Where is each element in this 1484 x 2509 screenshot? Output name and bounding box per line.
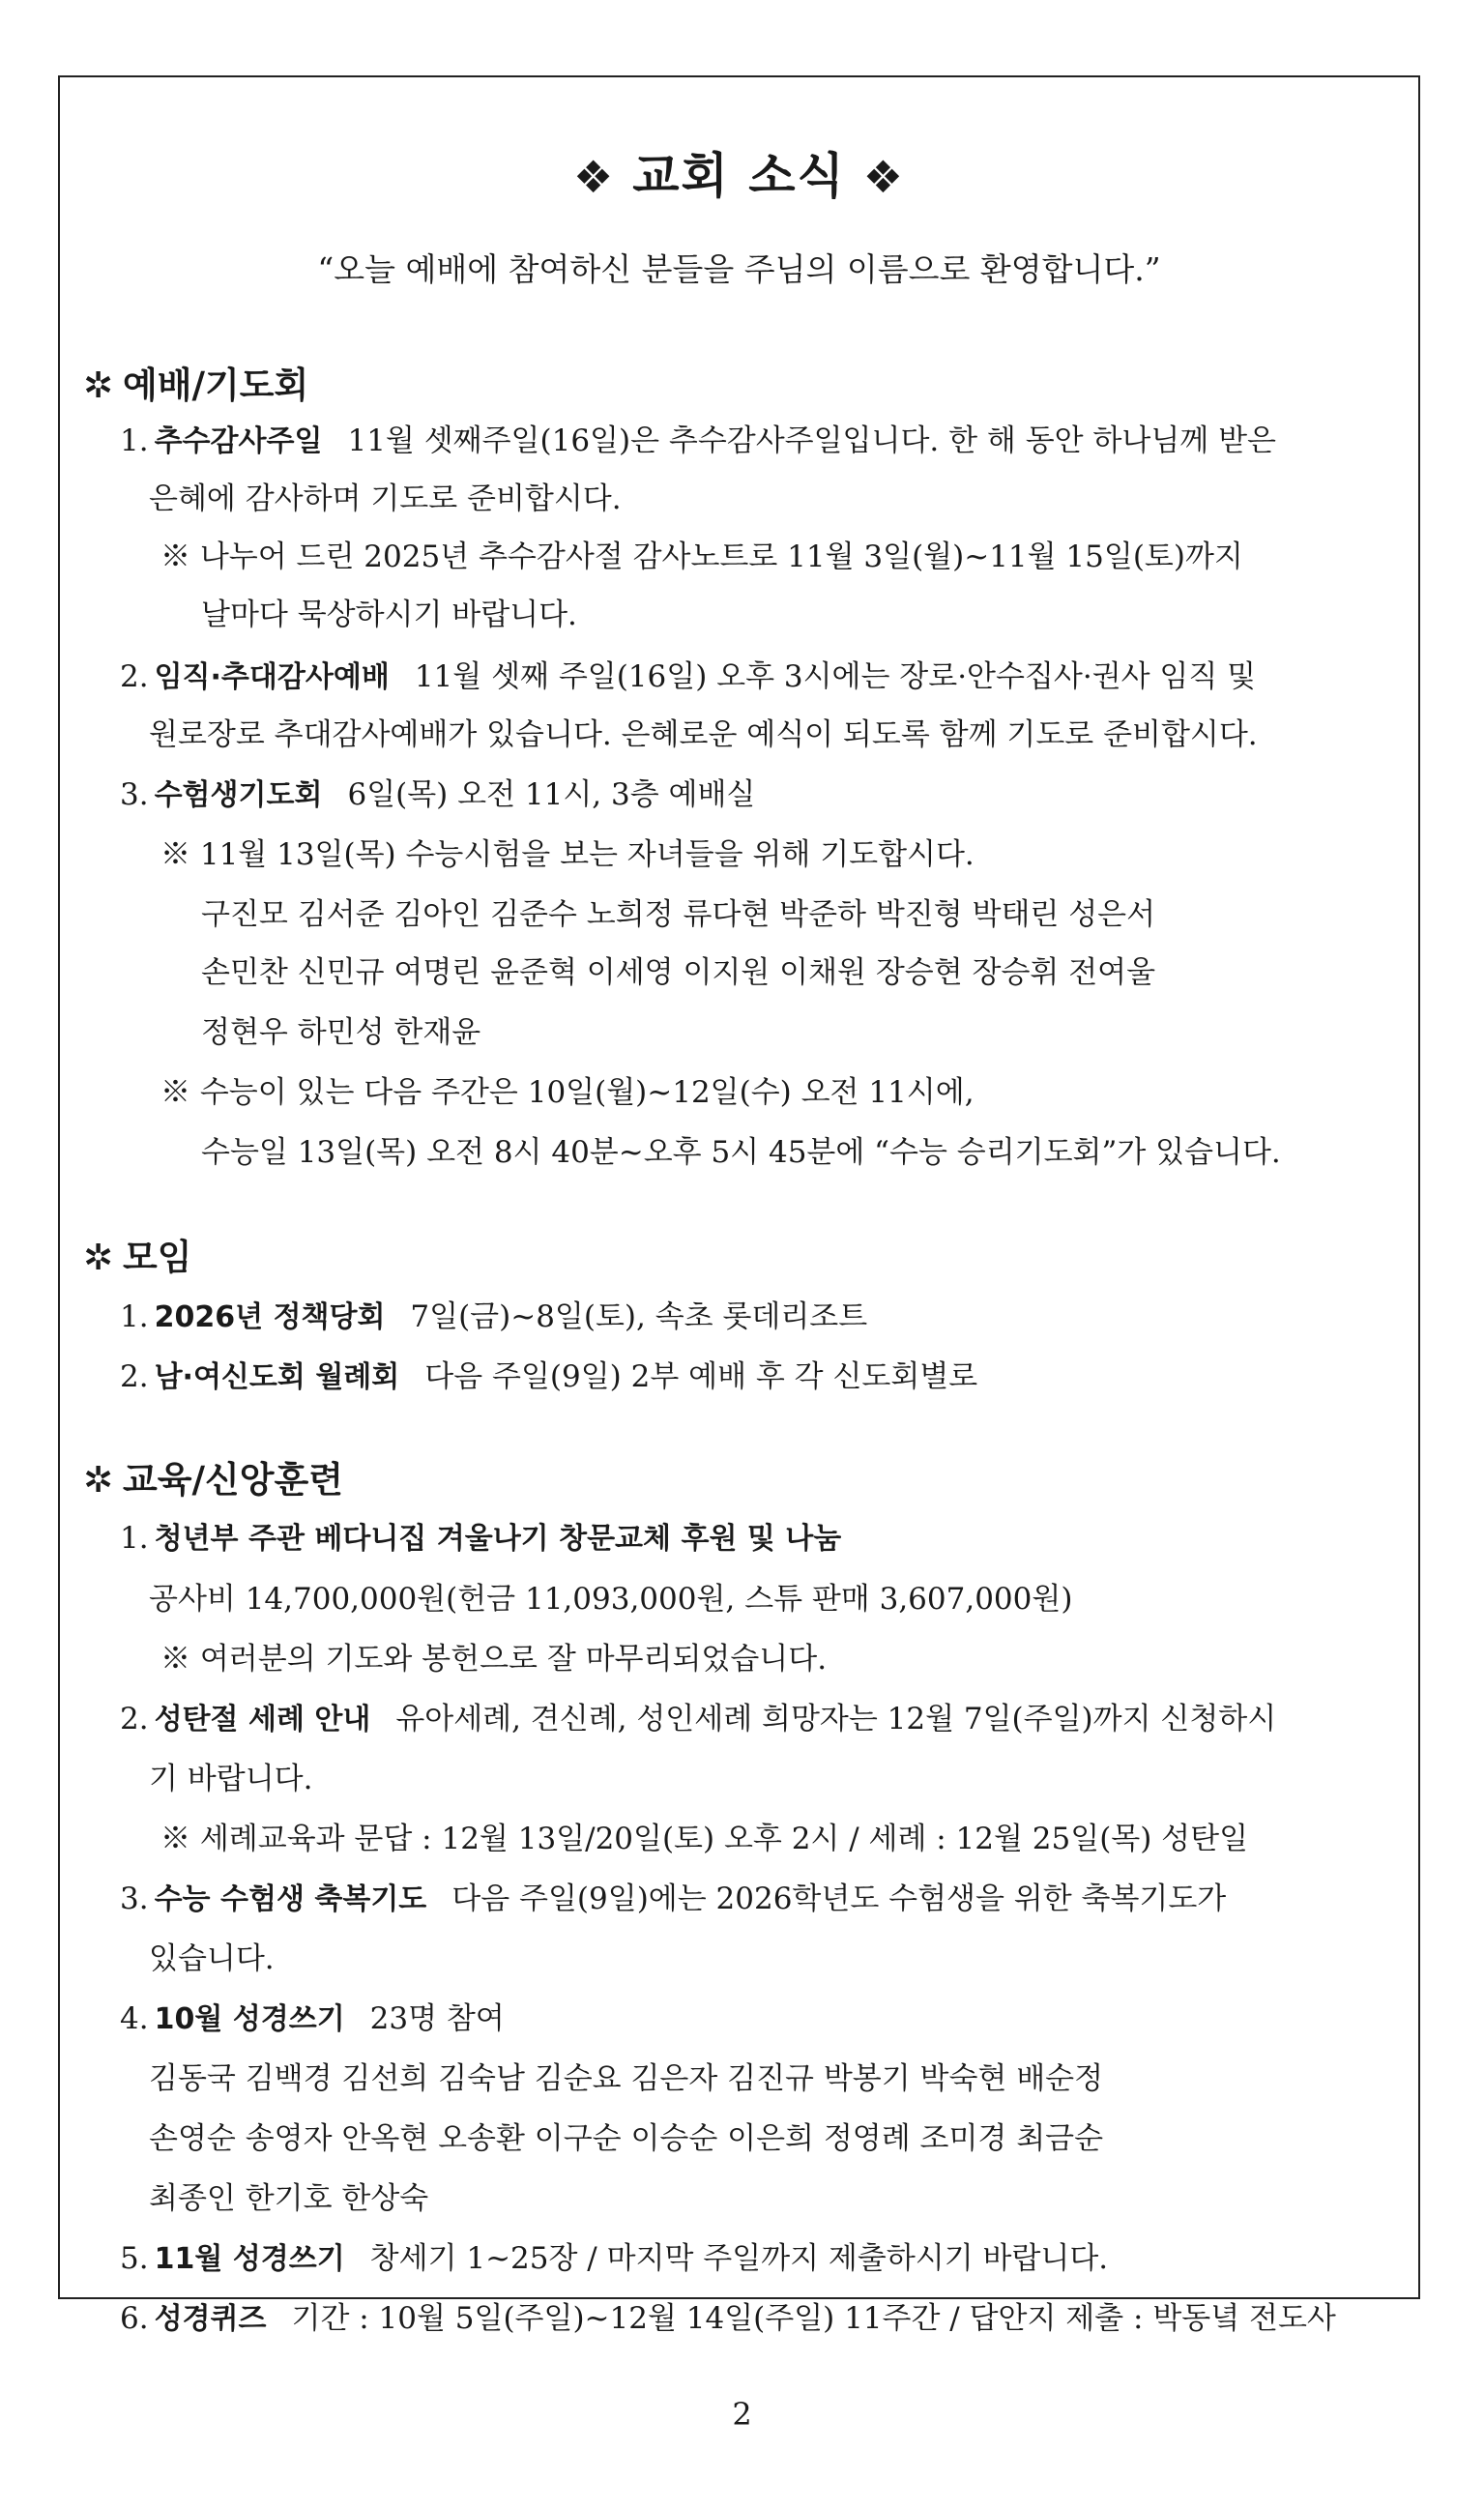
note: ※ 11월 13일(목) 수능시험을 보는 자녀들을 위해 기도합시다. [160,837,975,872]
list-item-continuation: 원로장로 추대감사예배가 있습니다. 은혜로운 예식이 되도록 함께 기도로 준비합시다. [149,717,1258,752]
names-line: 손영순 송영자 안옥현 오송환 이구순 이승순 이은희 정영례 조미경 최금순 [149,2121,1104,2156]
welcome-message: “오늘 예배에 참여하신 분들을 주님의 이름으로 환영합니다.” [317,250,1161,288]
note: ※ 수능이 있는 다음 주간은 10일(월)~12일(수) 오전 11시에, [160,1075,975,1110]
diamond-ornament-icon: ❖ [572,151,616,203]
names-line: 김동국 김백경 김선희 김숙남 김순요 김은자 김진규 박봉기 박숙현 배순정 [149,2061,1104,2096]
item-title: 수능 수험생 축복기도 [154,1882,427,1916]
section-heading-worship: ✲ 예배/기도회 [83,365,309,406]
list-item: 3. 수능 수험생 축복기도 다음 주일(9일)에는 2026학년도 수험생을 위한 축복기도가 [120,1882,1227,1916]
item-title: 남·여신도회 월례회 [154,1360,400,1394]
diamond-ornament-icon: ❖ [862,151,906,203]
note: ※ 여러분의 기도와 봉헌으로 잘 마무리되었습니다. [160,1642,828,1677]
item-title: 성경퀴즈 [154,2302,267,2336]
list-item-continuation: 있습니다. [149,1941,275,1976]
item-title: 2026년 정책당회 [154,1300,386,1334]
note: ※ 나누어 드린 2025년 추수감사절 감사노트로 11월 3일(월)~11월 15일(토)까지 [160,540,1243,574]
names-line: 손민찬 신민규 여명린 윤준혁 이세영 이지원 이채원 장승현 장승휘 전여울 [201,955,1156,990]
asterisk-icon: ✲ [83,1237,114,1278]
list-item: 2. 남·여신도회 월례회 다음 주일(9일) 2부 예배 후 각 신도회별로 [120,1359,978,1394]
note: ※ 세례교육과 문답 : 12월 13일/20일(토) 오후 2시 / 세례 : 12월 25일(목) 성탄일 [160,1822,1249,1856]
list-item-continuation: 은혜에 감사하며 기도로 준비합시다. [149,481,622,516]
page-title [60,137,1418,207]
note-continuation: 수능일 13일(목) 오전 8시 40분~오후 5시 45분에 “수능 승리기도회”가 있습니다. [201,1135,1281,1170]
list-item: 1. 추수감사주일 11월 셋째주일(16일)은 추수감사주일입니다. 한 해 동안 하나님께 받은 [120,423,1276,458]
title-text: 교회 소식 [632,148,846,204]
list-item: 1. 청년부 주관 베다니집 겨울나기 창문교체 후원 및 나눔 [120,1521,842,1556]
list-item-continuation: 공사비 14,700,000원(헌금 11,093,000원, 스튜 판매 3,607,000원) [149,1582,1073,1617]
note-continuation: 날마다 묵상하시기 바랍니다. [201,598,577,632]
list-item: 3. 수험생기도회 6일(목) 오전 11시, 3층 예배실 [120,777,756,812]
item-title: 성탄절 세례 안내 [154,1703,371,1736]
item-title: 임직·추대감사예배 [154,660,390,694]
names-line: 구진모 김서준 김아인 김준수 노희정 류다현 박준하 박진형 박태린 성은서 [201,897,1156,932]
item-title: 청년부 주관 베다니집 겨울나기 창문교체 후원 및 나눔 [154,1522,842,1556]
asterisk-icon: ✲ [83,365,114,406]
item-title: 11월 성경쓰기 [154,2242,345,2276]
list-item: 2. 성탄절 세례 안내 유아세례, 견신례, 성인세례 희망자는 12월 7일(주일)까지 신청하시 [120,1702,1277,1736]
names-line: 정현우 하민성 한재윤 [201,1015,481,1050]
page-number: 2 [732,2396,752,2433]
section-heading-education: ✲ 교육/신앙훈련 [83,1459,343,1501]
asterisk-icon: ✲ [83,1459,114,1501]
item-title: 추수감사주일 [154,424,323,458]
item-title: 10월 성경쓰기 [154,2002,345,2036]
list-item: 4. 10월 성경쓰기 23명 참여 [120,2001,505,2036]
section-heading-meeting: ✲ 모임 [83,1237,192,1278]
item-title: 수험생기도회 [154,778,323,812]
list-item: 6. 성경퀴즈 기간 : 10월 5일(주일)~12월 14일(주일) 11주간 / 답안지 제출 : 박동녘 전도사 [120,2301,1336,2336]
list-item: 1. 2026년 정책당회 7일(금)~8일(토), 속초 롯데리조트 [120,1299,868,1334]
bulletin-frame [58,75,1420,2336]
list-item: 2. 임직·추대감사예배 11월 셋째 주일(16일) 오후 3시에는 장로·안수집사·권사 임직 및 [120,659,1257,694]
names-line: 최종인 한기호 한상숙 [149,2181,429,2216]
list-item: 5. 11월 성경쓰기 창세기 1~25장 / 마지막 주일까지 제출하시기 바랍니다. [120,2241,1109,2276]
list-item-continuation: 기 바랍니다. [149,1762,313,1796]
